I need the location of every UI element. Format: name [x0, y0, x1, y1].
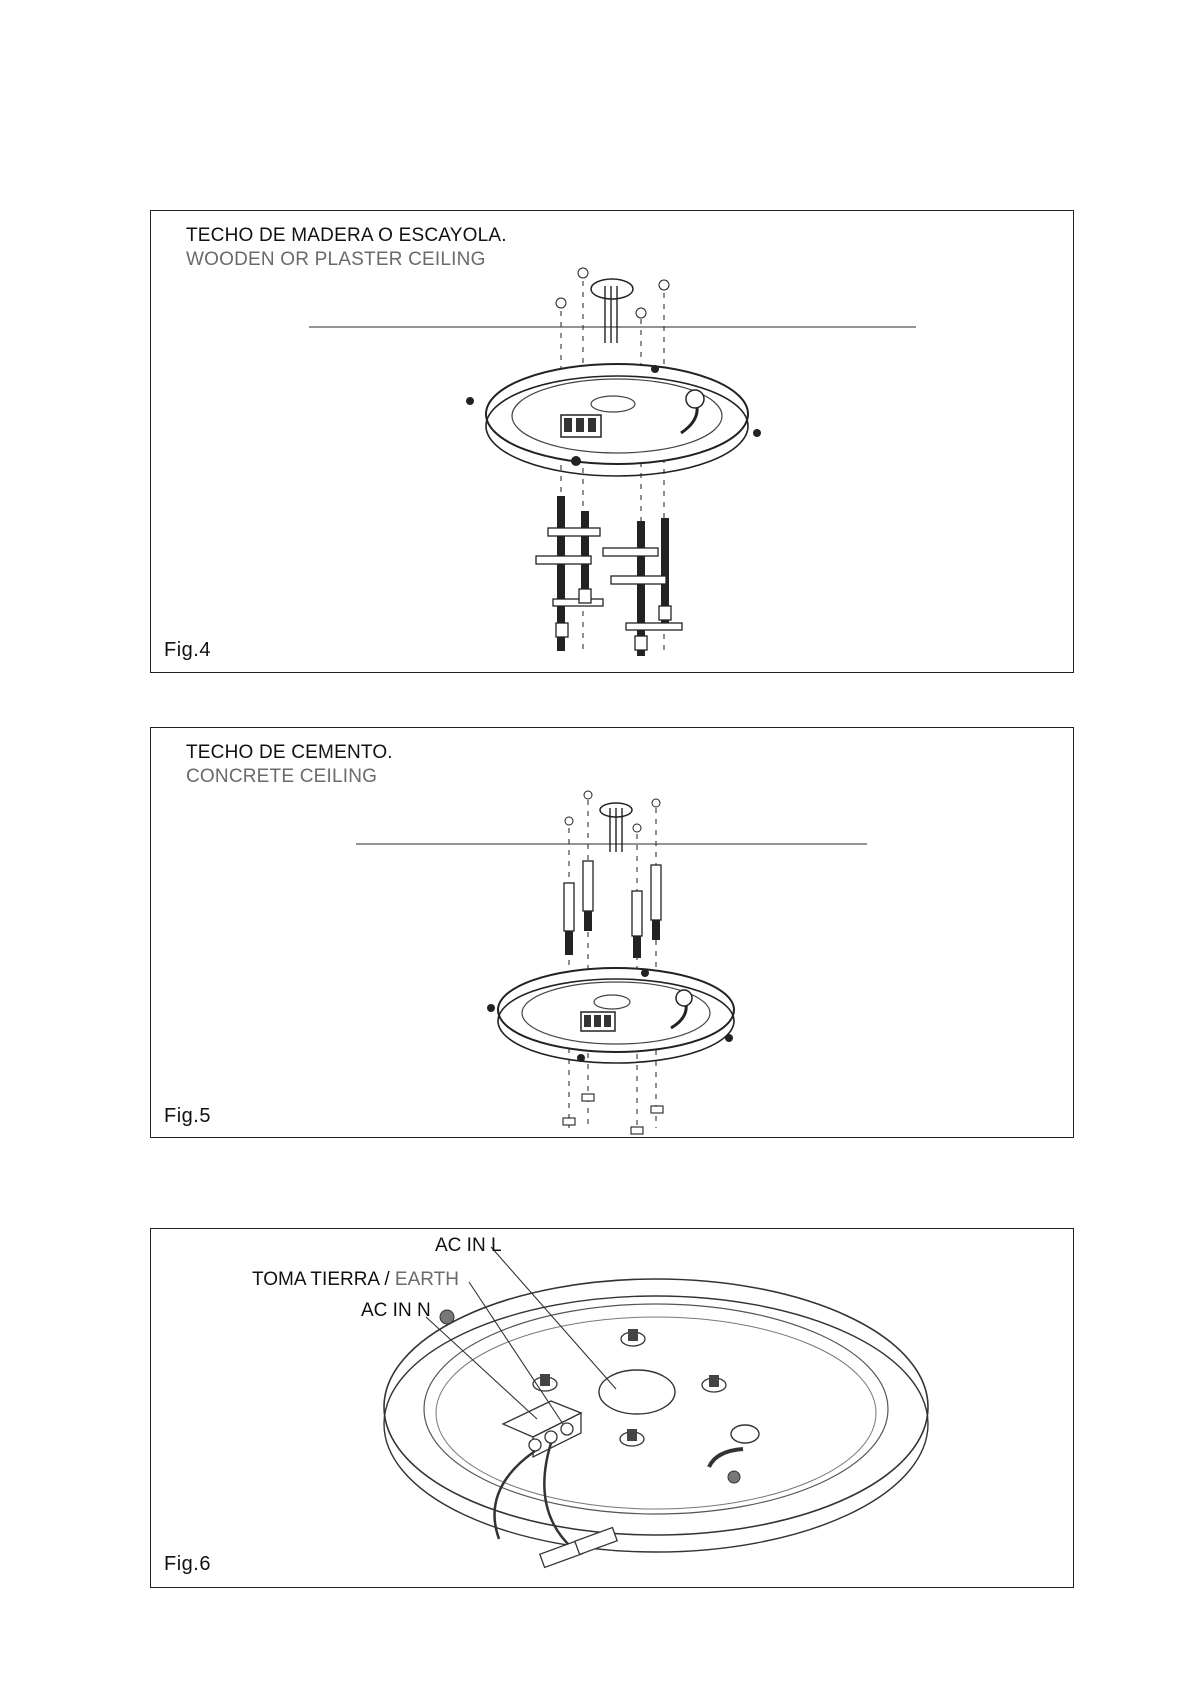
fig4-mounting-diagram [151, 211, 1075, 674]
callout-ac-in-l: AC IN L [435, 1235, 502, 1256]
fig4-title-es: TECHO DE MADERA O ESCAYOLA. [186, 225, 507, 246]
figure-4-panel [150, 210, 1074, 673]
figure-5-panel [150, 727, 1074, 1138]
callout-earth [252, 1269, 459, 1291]
fig6-label: Fig.6 [164, 1553, 211, 1575]
fig5-mounting-diagram [151, 728, 1075, 1139]
callout-earth-es: TOMA TIERRA / [252, 1269, 390, 1290]
callout-ac-in-n: AC IN N [361, 1300, 431, 1321]
fig5-label: Fig.5 [164, 1105, 211, 1127]
callout-earth-en: EARTH [394, 1269, 459, 1290]
fig4-label: Fig.4 [164, 639, 211, 661]
fig4-title-en: WOODEN OR PLASTER CEILING [186, 249, 486, 270]
fig5-title-es: TECHO DE CEMENTO. [186, 742, 393, 763]
figure-6-panel [150, 1228, 1074, 1588]
fig5-title-en: CONCRETE CEILING [186, 766, 378, 787]
